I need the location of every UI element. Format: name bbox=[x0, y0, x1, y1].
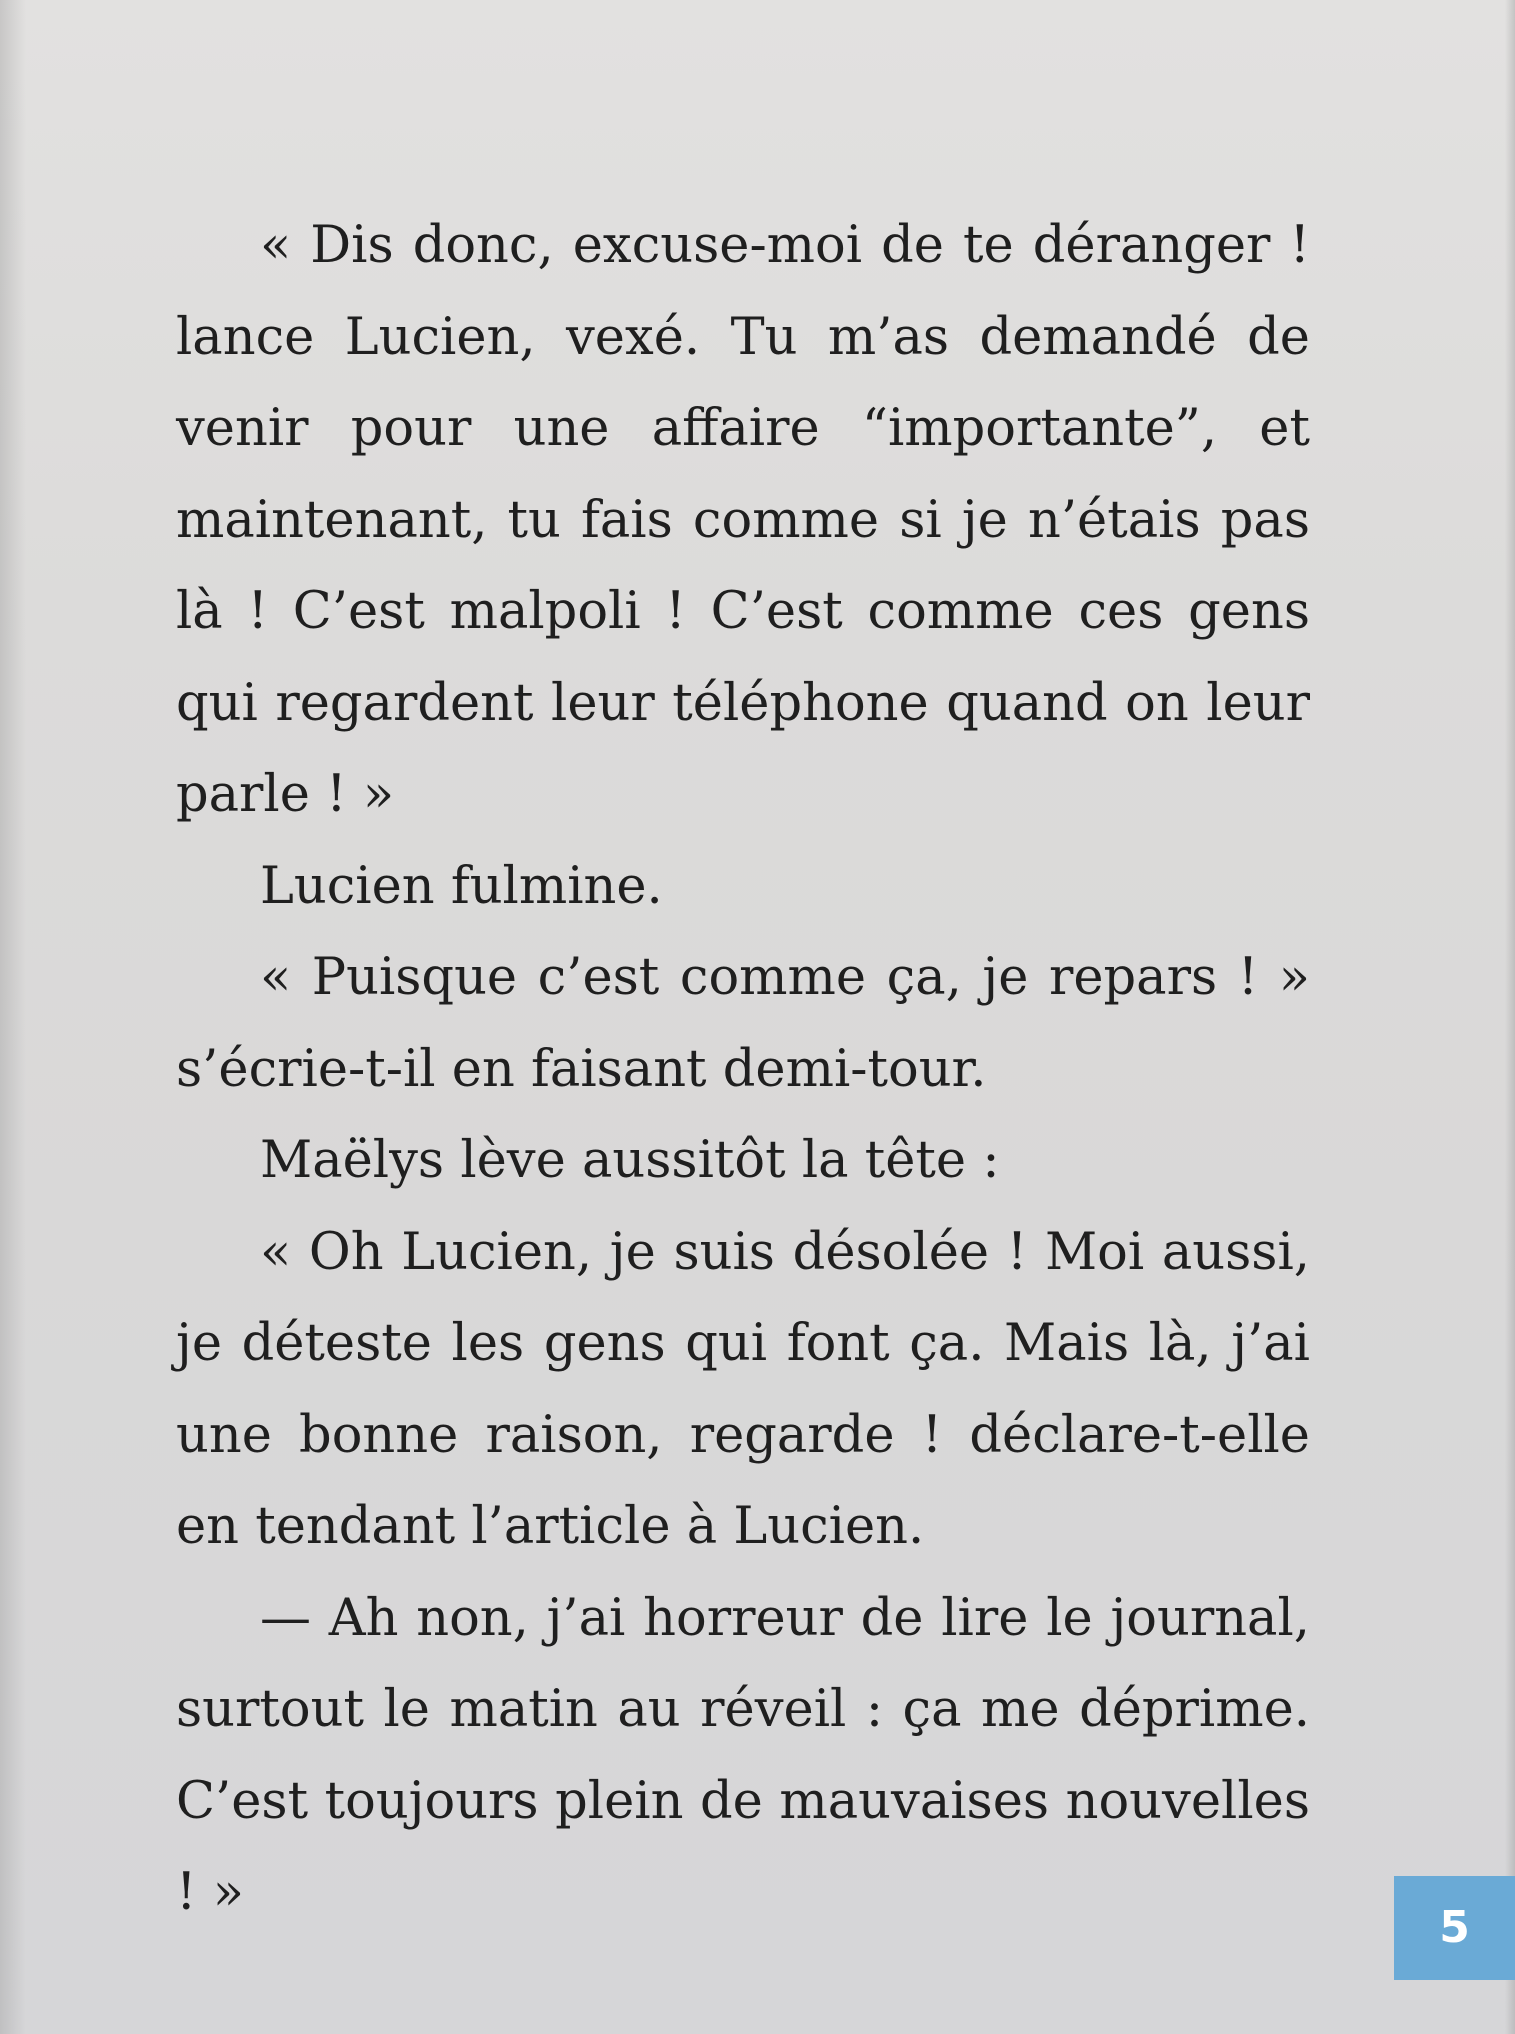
paragraph-6: — Ah non, j’ai horreur de lire le journal, surtout le matin au réveil : ça me déprime. C’est toujours plein de mauvaises nouvelles ! » bbox=[176, 1588, 1310, 1922]
paragraph-3: « Puisque c’est comme ça, je repars ! » s’écrie-t-il en faisant demi-tour. bbox=[176, 948, 1310, 1099]
page-edge-shadow-left bbox=[0, 0, 26, 2034]
book-text-body bbox=[176, 200, 1310, 1939]
paragraph-2: Lucien fulmine. bbox=[260, 856, 663, 916]
paragraph-1: « Dis donc, excuse-moi de te déranger ! lance Lucien, vexé. Tu m’as demandé de venir pour une affaire “importante”, et maintenant, tu fais comme si je n’étais pas là ! C’est malpoli ! C’est comme ces gens qui regardent leur téléphone quand on leur parle ! » bbox=[176, 216, 1310, 824]
paragraph-5: « Oh Lucien, je suis désolée ! Moi aussi, je déteste les gens qui font ça. Mais là, j’ai une bonne raison, regarde ! déclare-t-elle en tendant l’article à Lucien. bbox=[176, 1222, 1310, 1556]
paragraph-4: Maëlys lève aussitôt la tête : bbox=[260, 1131, 1000, 1190]
page-number-badge: 5 bbox=[1394, 1876, 1515, 1980]
page-edge-shadow-right bbox=[1505, 0, 1515, 2034]
